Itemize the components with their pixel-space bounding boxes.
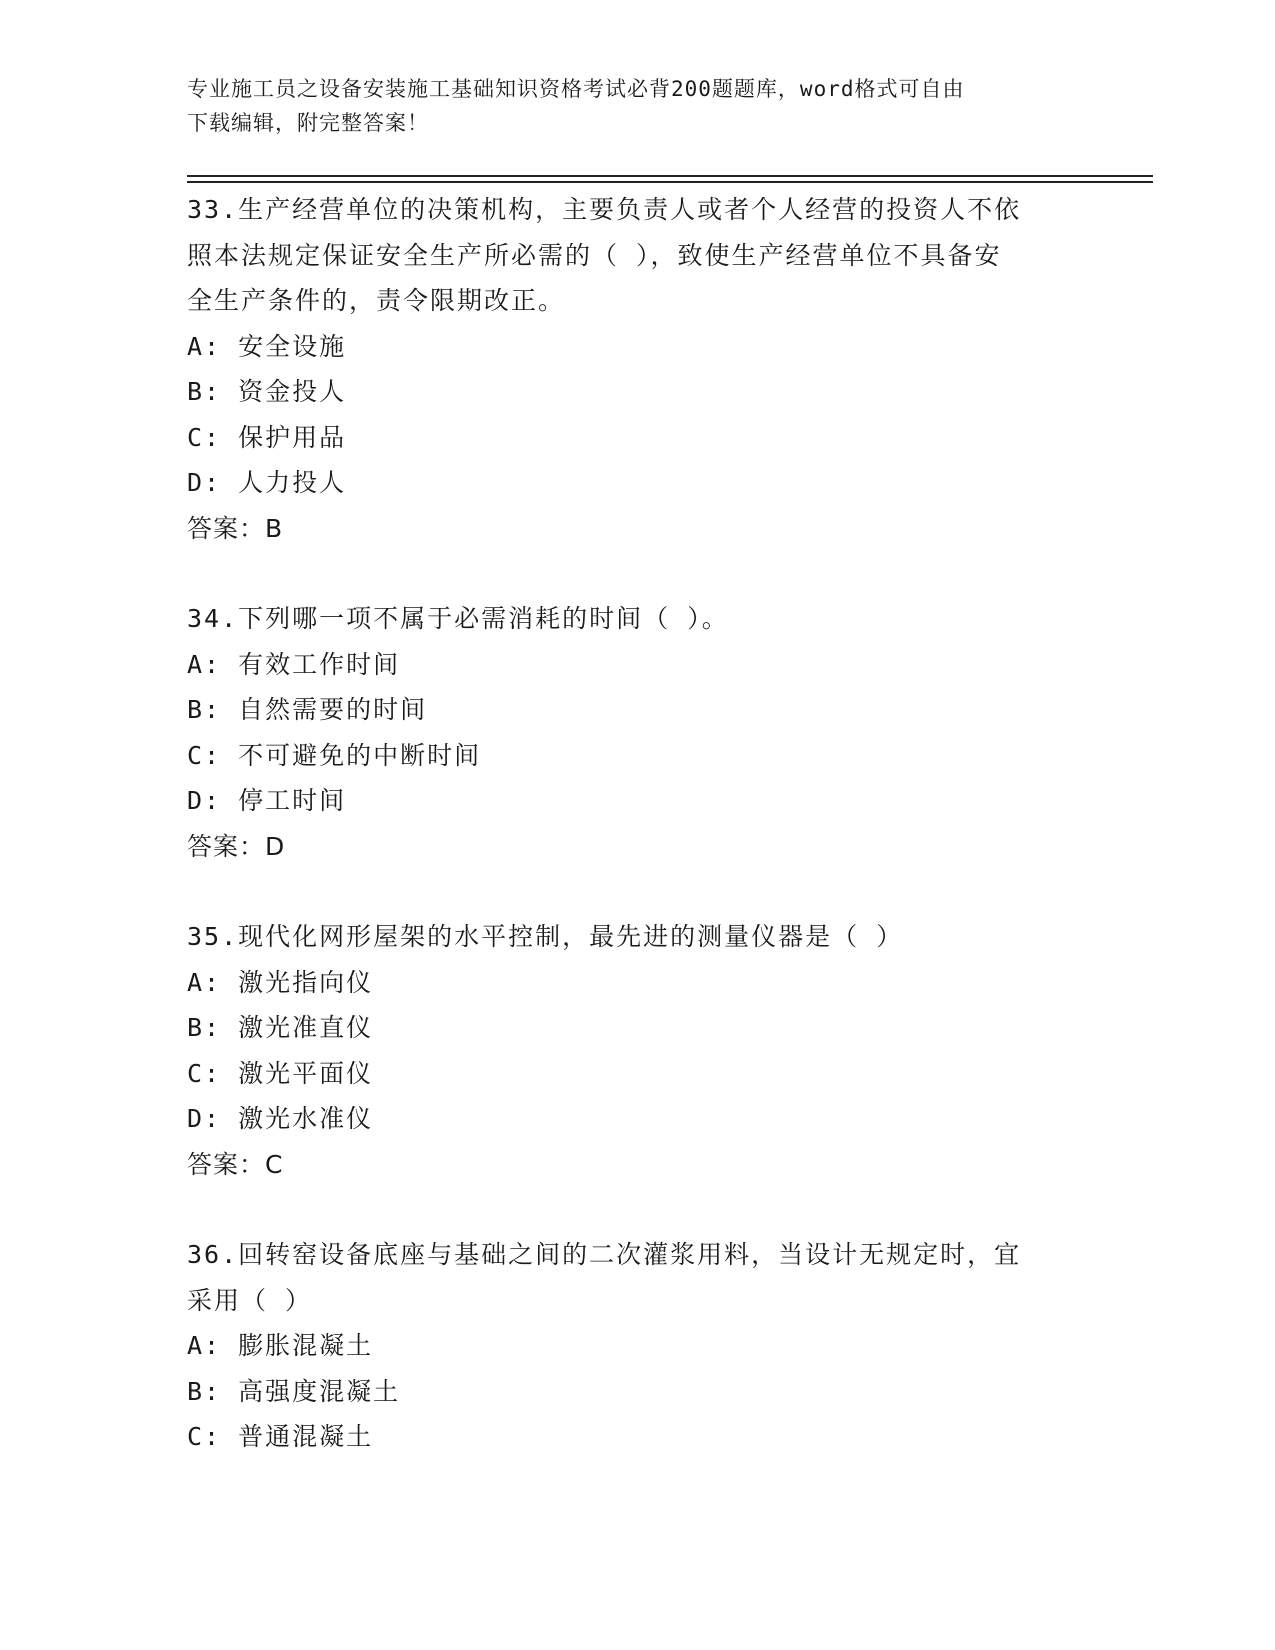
option-c: C: 不可避免的中断时间 [187, 740, 482, 770]
question-stem [187, 914, 1087, 960]
option-a: A: 安全设施 [187, 331, 347, 361]
question-stem-line: 34.下列哪一项不属于必需消耗的时间（ ）。 [187, 604, 729, 633]
header-divider-top [187, 175, 1153, 177]
answer-key: 答案：B [187, 513, 284, 543]
option-c: C: 激光平面仪 [187, 1058, 374, 1088]
question-stem-line: 全生产条件的，责令限期改正。 [187, 286, 566, 315]
option-b: B: 资金投人 [187, 377, 347, 406]
option-a: A: 有效工作时间 [187, 649, 401, 679]
question-36 [187, 1232, 1087, 1460]
question-33 [187, 187, 1087, 551]
question-35 [187, 914, 1087, 1187]
option-d: D: 激光水准仪 [187, 1104, 374, 1133]
question-stem-line: 采用（ ） [187, 1285, 313, 1315]
question-stem-line: 35.现代化网形屋架的水平控制，最先进的测量仪器是（ ） [187, 922, 904, 951]
question-list [187, 187, 1087, 1460]
option-b: B: 激光准直仪 [187, 1013, 374, 1042]
option-b: B: 自然需要的时间 [187, 695, 428, 724]
option-b: B: 高强度混凝土 [187, 1376, 401, 1406]
document-header [187, 72, 1087, 140]
option-d: D: 停工时间 [187, 786, 347, 815]
question-stem-line: 33.生产经营单位的决策机构，主要负责人或者个人经营的投资人不依 [187, 195, 1022, 224]
header-divider-bottom [187, 181, 1153, 183]
question-stem [187, 596, 1087, 642]
answer-key: 答案：D [187, 831, 286, 861]
option-a: A: 激光指向仪 [187, 967, 374, 997]
answer-key: 答案：C [187, 1149, 284, 1179]
question-stem-line: 36.回转窑设备底座与基础之间的二次灌浆用料，当设计无规定时，宜 [187, 1240, 1022, 1269]
question-stem [187, 187, 1087, 324]
question-stem-line: 照本法规定保证安全生产所必需的（ ），致使生产经营单位不具备安 [187, 240, 1002, 270]
option-a: A: 膨胀混凝土 [187, 1331, 374, 1360]
option-c: C: 保护用品 [187, 422, 347, 452]
option-d: D: 人力投人 [187, 468, 347, 497]
question-34 [187, 596, 1087, 869]
header-line-1: 专业施工员之设备安装施工基础知识资格考试必背200题题库，word格式可自由 [187, 77, 965, 101]
header-line-2: 下载编辑，附完整答案！ [187, 111, 429, 135]
option-c: C: 普通混凝土 [187, 1422, 374, 1451]
question-stem [187, 1232, 1087, 1323]
